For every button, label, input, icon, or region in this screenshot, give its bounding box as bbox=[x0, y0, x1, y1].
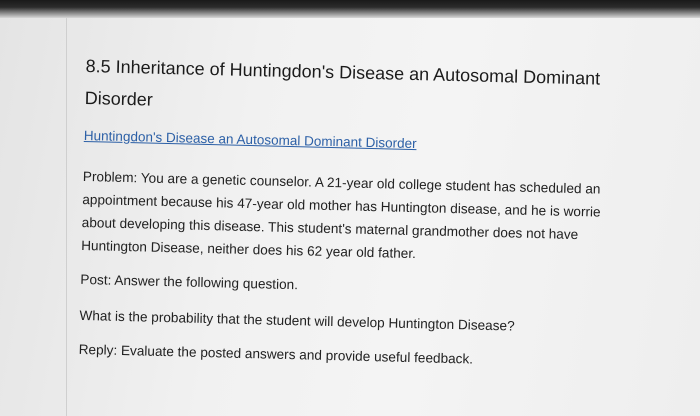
post-block bbox=[80, 269, 680, 306]
top-bezel bbox=[0, 0, 700, 18]
assignment-content bbox=[78, 50, 685, 376]
left-divider bbox=[66, 18, 67, 416]
page-title-line1: 8.5 Inheritance of Huntingdon's Disease an Autosomal Dominant bbox=[85, 55, 601, 89]
question-text: What is the probability that the student will develop Huntington Disease? bbox=[79, 307, 515, 334]
reply-label: Reply: bbox=[78, 341, 118, 358]
problem-line-3: about developing this disease. This student's maternal grandmother does not have bbox=[81, 214, 579, 243]
reply-block bbox=[78, 339, 678, 376]
page-title bbox=[84, 50, 685, 129]
post-label: Post: bbox=[80, 271, 112, 288]
problem-line-2: appointment because his 47-year old mother has Huntington disease, and he is worrie bbox=[82, 191, 601, 220]
problem-line-1: You are a genetic counselor. A 21-year old college student has scheduled an bbox=[140, 170, 601, 197]
problem-label: Problem: bbox=[82, 168, 138, 186]
page-title-line2: Disorder bbox=[84, 87, 154, 110]
post-text: Answer the following question. bbox=[114, 272, 299, 293]
problem-block bbox=[81, 165, 685, 272]
reply-text: Evaluate the posted answers and provide useful feedback. bbox=[120, 342, 474, 367]
problem-line-4: Huntington Disease, neither does his 62 year old father. bbox=[81, 237, 417, 262]
topic-link[interactable]: Huntingdon's Disease an Autosomal Dominant Disorder bbox=[83, 127, 417, 152]
